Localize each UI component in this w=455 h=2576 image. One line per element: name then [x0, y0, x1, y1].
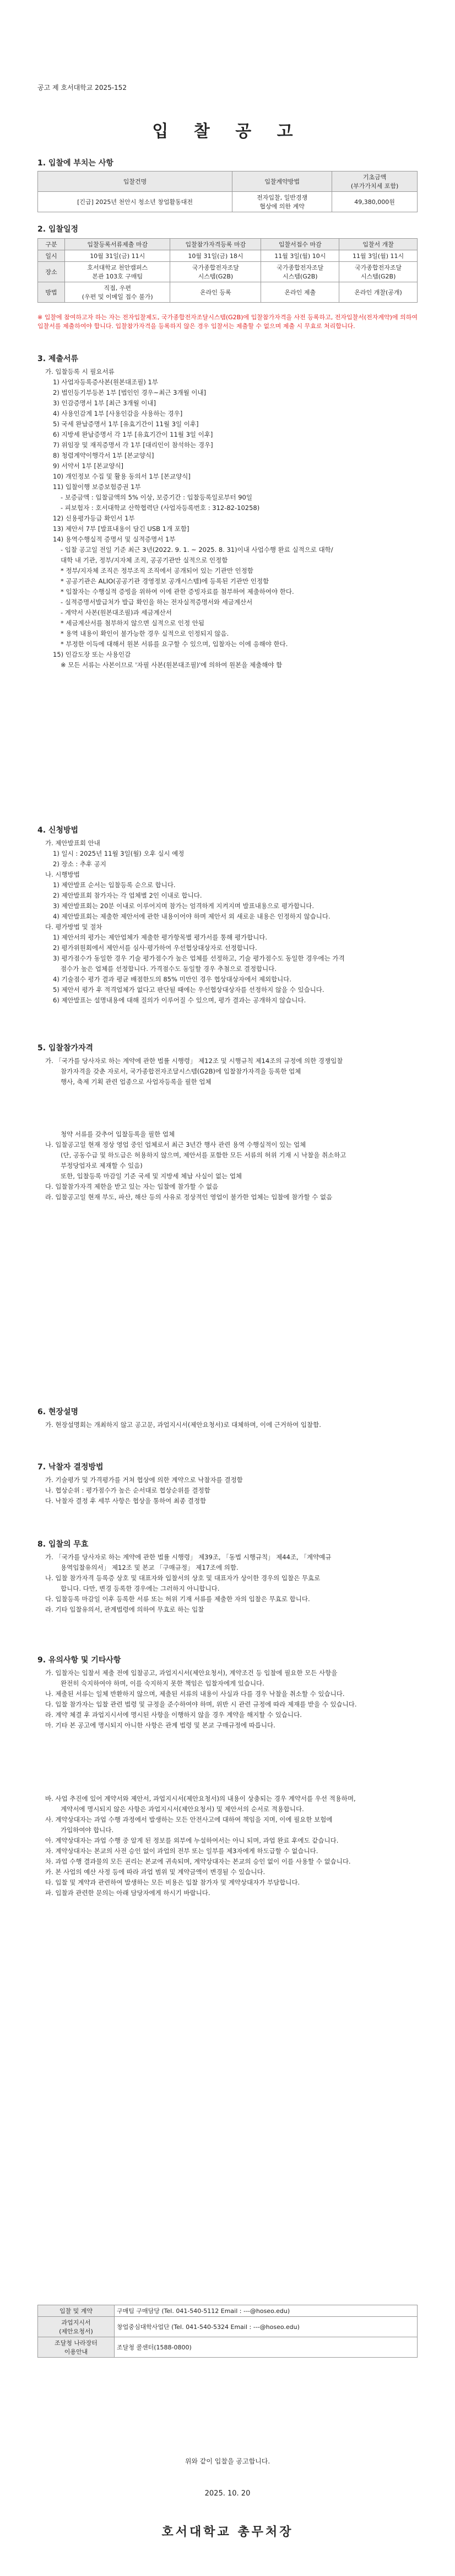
text-line: 라. 기타 입찰유의서, 관계법령에 의하여 무효로 하는 입찰 — [45, 1606, 204, 1613]
notice-date: 2025. 10. 20 — [204, 2489, 251, 2498]
text-line: 가. 기술평가 및 가격평가를 거쳐 협상에 의한 계약으로 낙찰자를 결정함 — [45, 1476, 243, 1484]
text-line: 나. 시행방법 — [45, 871, 80, 878]
text-line: 다. 낙찰자 결정 후 세부 사항은 협상을 통하여 최종 결정함 — [45, 1497, 207, 1505]
section-5-heading: 5. 입찰참가자격 — [37, 1044, 94, 1053]
text-line: 11) 입찰이행 보증보험증권 1부 — [53, 483, 141, 491]
text-line: 나. 입찰공고일 현재 정상 영업 중인 업체로서 최근 3년간 행사 관련 용역 수행실적이 있는 업체 — [45, 1141, 306, 1149]
text-line: 15) 인감도장 또는 사용인감 — [53, 651, 131, 658]
text-line: 마. 기타 본 공고에 명시되지 아니한 사항은 관계 법령 및 본교 구매규정에 따릅니다. — [45, 1721, 275, 1729]
text-line — [37, 1108, 418, 1119]
text-line: 다. 입찰등록 마감일 이후 등록한 서류 또는 허위 기재 서류를 제출한 자의 입찰은 무효로 합니다. — [45, 1595, 310, 1603]
text-line: 3) 제안발표회는 20분 이내로 이루어지며 참가는 엄격하게 지켜지며 발표내용으로 평가합니다. — [53, 902, 315, 910]
text-line: 계약서에 명시되지 않은 사항은 과업지시서(제안요청서) 및 제안서의 순서로 적용합니다. — [61, 1805, 304, 1813]
closing-statement: 위와 같이 입찰을 공고합니다. — [185, 2457, 270, 2465]
text-line: 또한, 입찰등록 마감일 기준 국세 및 지방세 체납 사실이 없는 업체 — [61, 1172, 242, 1180]
text-line — [37, 1087, 418, 1098]
bid-name-cell: [긴급] 2025년 천안시 청소년 창업활동대전 — [38, 192, 232, 212]
text-line: 8) 청렴계약이행각서 1부 [본교양식] — [53, 452, 154, 459]
text-line: 라. 입찰공고일 현재 부도, 파산, 해산 등의 사유로 정상적인 영업이 불가한 업체는 입찰에 참가할 수 없음 — [45, 1193, 333, 1201]
notes-and-misc — [37, 1668, 418, 1898]
text-line: 4) 제안발표회는 제출한 제안서에 관한 내용이어야 하며 제안서 외 새로운 내용은 인정하지 않습니다. — [53, 913, 331, 920]
text-line: 12) 신용평가등급 확인서 1부 — [53, 514, 135, 522]
text-line: 6) 제안발표는 설명내용에 대해 질의가 이루어질 수 있으며, 평가 결과는 공개하지 않습니다. — [53, 996, 306, 1004]
text-line: - 계약서 사본(원본대조필)과 세금계산서 — [61, 609, 172, 616]
text-line: 10) 개인정보 수집 및 활용 동의서 1부 [본교양식] — [53, 473, 191, 480]
text-line: 가. 입찰등록 시 필요서류 — [45, 368, 115, 375]
text-line: 점수가 높은 업체를 선정합니다. 가격점수도 동일할 경우 추첨으로 결정합니다. — [61, 965, 277, 973]
bid-invalidity — [37, 1552, 418, 1615]
text-line: 카. 본 사업의 예산 사정 등에 따라 과업 범위 및 계약금액이 변경될 수 있습니다. — [45, 1868, 266, 1876]
table-row: 방법 직접, 우편 (우편 및 이메일 접수 불가) 온라인 등록 온라인 제출 온라인 개찰(공개) — [38, 282, 418, 303]
bid-qualification — [37, 1056, 418, 1203]
text-line: 바. 사업 추진에 있어 계약서와 제안서, 과업지시서(제안요청서)의 내용이 상충되는 경우 계약서를 우선 적용하며, — [45, 1795, 356, 1802]
text-line: 차. 과업 수행 결과물의 모든 권리는 본교에 귀속되며, 계약상대자는 본교의 승인 없이 이를 사용할 수 없습니다. — [45, 1858, 351, 1865]
col-header: 입찰건명 — [38, 171, 232, 192]
schedule-note: ※ 입찰에 참여하고자 하는 자는 전자입찰제도, 국가종합전자조달시스템(G2B)에 입찰참가자격을 사전 등록하고, 전자입찰서(전자계약)에 의하여 입찰서를 제출하여야 합니다. 입찰참가자격을 등록하지 않은 경우 입찰서는 제출할 수 없으며 제출 시 무효로 처리합니다. — [37, 314, 418, 330]
col-header: 구분 — [38, 239, 65, 250]
text-line: 1) 제안서의 평가는 제안업체가 제출한 평가항목별 평가서를 통해 평가합니다. — [53, 933, 268, 941]
text-line: ※ 모든 서류는 사본이므로 '자필 사본(원본대조필)'에 의하여 원본을 제출해야 함 — [61, 661, 283, 669]
text-line: 9) 서약서 1부 [본교양식] — [53, 462, 123, 470]
text-line: 5) 제안서 평가 후 적격업체가 없다고 판단될 때에는 우선협상대상자를 선정하지 않을 수 있습니다. — [53, 986, 324, 994]
contact-table — [37, 2305, 418, 2358]
text-line: 3) 인감증명서 1부 [최근 3개월 이내] — [53, 399, 156, 407]
table-row: 장소 호서대학교 천안캠퍼스 본관 103호 구매팀 국가종합전자조달 시스템(G2B) 국가종합전자조달 시스템(G2B) 국가종합전자조달 시스템(G2B) — [38, 262, 418, 282]
text-line: 3) 평가점수가 동일한 경우 기술 평가점수가 높은 업체를 선정하고, 기술 평가점수도 동일한 경우에는 가격 — [53, 954, 345, 962]
required-documents — [37, 367, 418, 670]
text-line — [37, 1741, 418, 1752]
text-line: 나. 협상순위 : 평가점수가 높은 순서대로 협상순위를 결정함 — [45, 1486, 210, 1494]
text-line: * 정부/지자체 조직은 정부조직 조직에서 공개되어 있는 기관만 인정함 — [61, 567, 253, 575]
text-line — [37, 1783, 418, 1794]
col-header: 입찰참가자격등록 마감 — [170, 239, 261, 250]
text-line — [37, 1098, 418, 1108]
section-4-heading: 4. 신청방법 — [37, 826, 79, 835]
text-line: - 입찰 공고일 전일 기준 최근 3년(2022. 9. 1. ~ 2025. 8. 31)이내 사업수행 완료 실적으로 대학/ — [61, 546, 333, 554]
text-line: * 용역 내용이 확인이 불가능한 경우 실적으로 인정되지 않음. — [61, 630, 229, 637]
bid-method-cell: 전자입찰, 일반경쟁 협상에 의한 계약 — [232, 192, 332, 212]
text-line: 나. 입찰 참가자격 등록증 상호 및 대표자와 입찰서의 상호 및 대표자가 상이한 경우의 입찰은 무효로 — [45, 1574, 321, 1582]
text-line: * 세금계산서를 첨부하지 않으면 실적으로 인정 안됨 — [61, 619, 204, 627]
table-row: 입찰 및 계약 구매팀 구매담당 (Tel. 041-540-5112 Email : ---@hoseo.edu) — [38, 2305, 418, 2317]
text-line: 대학 내 기관, 정부/지자체 조직, 공공기관만 실적으로 인정함 — [61, 556, 228, 564]
text-line: 6) 지방세 완납증명서 각 1부 [유효기간이 11월 3일 이후] — [53, 431, 213, 438]
text-line — [37, 1752, 418, 1762]
text-line: 7) 위임장 및 재직증명서 각 1부 [대리인이 참석하는 경우] — [53, 441, 213, 449]
col-header: 기초금액 (부가가치세 포함) — [332, 171, 418, 192]
text-line — [37, 1119, 418, 1129]
text-line: (단, 공동수급 및 하도급은 허용하지 않으며, 제안서를 포함한 모든 서류의 허위 기재 시 낙찰을 취소하고 — [61, 1151, 346, 1159]
winner-selection — [37, 1475, 418, 1506]
text-line: * 입찰자는 수행실적 증빙을 위하여 이에 관한 증빙자료를 첨부하여 제출하여야 한다. — [61, 588, 294, 595]
text-line: 2) 평가위원회에서 제안서를 심사·평가하여 우선협상대상자로 선정합니다. — [53, 944, 257, 952]
text-line: 2) 제안발표회 참가자는 각 업체별 2인 이내로 합니다. — [53, 892, 202, 899]
section-2-heading: 2. 입찰일정 — [37, 225, 79, 234]
text-line: 부정당업자로 제재할 수 있음) — [61, 1162, 143, 1169]
schedule-table — [37, 238, 418, 303]
text-line: 가. 「국가를 당사자로 하는 계약에 관한 법률 시행령」 제12조 및 시행규칙 제14조의 규정에 의한 경쟁입찰 — [45, 1057, 343, 1065]
section-8-heading: 8. 입찰의 무효 — [37, 1540, 89, 1549]
text-line: 용역입찰유의서」 제12조 및 본교 「구매규정」 제17조에 의함. — [61, 1564, 239, 1571]
text-line: - 피보험자 : 호서대학교 산학협력단 (사업자등록번호 : 312-82-10258) — [61, 504, 260, 512]
text-line: 1) 제안발표 순서는 입찰등록 순으로 합니다. — [53, 881, 176, 889]
table-row: 일시 10월 31일(금) 11시 10월 31일(금) 18시 11월 3일(월) 10시 11월 3일(월) 11시 — [38, 250, 418, 262]
text-line: 라. 계약 체결 후 과업지시서에 명시된 사항을 이행하지 않을 경우 계약을 해지할 수 있습니다. — [45, 1711, 302, 1719]
text-line: 1) 사업자등록증사본(원본대조필) 1부 — [53, 378, 158, 386]
text-line: 가. 현장설명회는 개최하지 않고 공고문, 과업지시서(제안요청서)로 대체하며, 이에 근거하여 입찰함. — [45, 1421, 321, 1429]
text-line: - 실적증명서발급처가 발급 확인을 하는 전자실적증명서와 세금계산서 — [61, 598, 253, 606]
text-line: 아. 계약상대자는 과업 수행 중 알게 된 정보를 외부에 누설하여서는 아니 되며, 과업 완료 후에도 같습니다. — [45, 1837, 339, 1844]
section-3-heading: 3. 제출서류 — [37, 355, 79, 363]
text-line: 참가자격을 갖춘 자로서, 국가종합전자조달시스템(G2B)에 입찰참가자격을 등록한 업체 — [61, 1067, 301, 1075]
application-method — [37, 838, 418, 1006]
text-line: 청약 서류를 갖추어 입찰등록을 필한 업체 — [61, 1130, 175, 1138]
text-line: 2) 법인등기부등본 1부 [법인인 경우~최근 3개월 이내] — [53, 389, 207, 396]
text-line: 행사, 축제 기획 관련 업종으로 사업자등록을 필한 업체 — [61, 1078, 212, 1086]
text-line: 타. 입찰 및 계약과 관련하여 발생하는 모든 비용은 입찰 참가자 및 계약상대자가 부담합니다. — [45, 1879, 300, 1886]
text-line: 합니다. 다만, 변경 등록한 경우에는 그러하지 아니합니다. — [61, 1585, 220, 1592]
table-row: 과업지시서 (제안요청서) 창업중심대학사업단 (Tel. 041-540-5324 Email : ---@hoseo.edu) — [38, 2317, 418, 2337]
base-amount-cell: 49,380,000원 — [332, 192, 418, 212]
section-1-heading: 1. 입찰에 부치는 사항 — [37, 159, 113, 168]
col-header: 입찰서접수 마감 — [261, 239, 339, 250]
text-line — [37, 1762, 418, 1773]
text-line: 가. 제안발표회 안내 — [45, 839, 100, 847]
site-briefing — [37, 1420, 418, 1430]
text-line: 가입하여야 합니다. — [61, 1826, 114, 1834]
text-line: 2) 장소 : 추후 공지 — [53, 860, 106, 868]
text-line: 완전히 숙지하여야 하며, 이를 숙지하지 못한 책임은 입찰자에게 있습니다. — [61, 1679, 264, 1687]
text-line: 사. 계약상대자는 과업 수행 과정에서 발생하는 모든 안전사고에 대하여 책임을 지며, 이에 필요한 보험에 — [45, 1816, 333, 1823]
page-title: 입 찰 공 고 — [152, 122, 303, 141]
text-line: 다. 입찰참가자격 제한을 받고 있는 자는 입찰에 참가할 수 없음 — [45, 1183, 219, 1190]
col-header: 입찰등록서류제출 마감 — [65, 239, 170, 250]
text-line: 다. 입찰 참가자는 입찰 관련 법령 및 규정을 준수하여야 하며, 위반 시 관련 규정에 따라 제재를 받을 수 있습니다. — [45, 1700, 357, 1708]
text-line: * 공공기관은 ALIO(공공기관 경영정보 공개시스템)에 등록된 기관만 인정함 — [61, 577, 269, 585]
text-line: 파. 입찰과 관련한 문의는 아래 담당자에게 하시기 바랍니다. — [45, 1889, 210, 1897]
text-line: - 보증금액 : 입찰금액의 5% 이상, 보증기간 : 입찰등록일로부터 90일 — [61, 493, 252, 501]
text-line: * 부정한 이득에 대해서 원본 서류를 요구할 수 있으며, 입찰자는 이에 응해야 한다. — [61, 640, 288, 648]
bid-item-table — [37, 171, 418, 212]
section-6-heading: 6. 현장설명 — [37, 1408, 79, 1416]
table-row: 조달청 나라장터 이용안내 조달청 콜센터(1588-0800) — [38, 2337, 418, 2358]
notice-number: 공고 제 호서대학교 2025-152 — [37, 84, 127, 92]
text-line: 1) 일시 : 2025년 11월 3일(월) 오후 실시 예정 — [53, 850, 185, 857]
text-line: 다. 평가방법 및 절차 — [45, 923, 102, 931]
col-header: 입찰계약방법 — [232, 171, 332, 192]
text-line: 가. 입찰자는 입찰서 제출 전에 입찰공고, 과업지시서(제안요청서), 계약조건 등 입찰에 필요한 모든 사항을 — [45, 1669, 338, 1677]
text-line: 13) 제안서 7부 [발표내용이 담긴 USB 1개 포함] — [53, 525, 189, 533]
section-9-heading: 9. 유의사항 및 기타사항 — [37, 1656, 121, 1665]
text-line: 나. 제출된 서류는 일체 반환하지 않으며, 제출된 서류의 내용이 사실과 다를 경우 낙찰을 취소할 수 있습니다. — [45, 1690, 345, 1698]
col-header: 입찰서 개찰 — [339, 239, 418, 250]
text-line — [37, 1731, 418, 1741]
section-7-heading: 7. 낙찰자 결정방법 — [37, 1463, 104, 1472]
text-line: 5) 국세 완납증명서 1부 [유효기간이 11월 3일 이후] — [53, 420, 199, 428]
text-line: 자. 계약상대자는 본교의 사전 승인 없이 과업의 전부 또는 일부를 제3자에게 하도급할 수 없습니다. — [45, 1847, 318, 1855]
text-line: 가. 「국가를 당사자로 하는 계약에 관한 법률 시행령」 제39조, 「동법 시행규칙」 제44조, 「계약예규 — [45, 1553, 332, 1561]
text-line: 4) 사용인감계 1부 [사용인감을 사용하는 경우] — [53, 410, 183, 417]
issuing-organization: 호서대학교 총무처장 — [161, 2525, 294, 2539]
text-line: 4) 기술점수 평가 결과 평균 배점한도의 85% 미만인 경우 협상대상자에서 제외합니다. — [53, 975, 292, 983]
text-line: 14) 용역수행실적 증명서 및 실적증명서 1부 — [53, 535, 176, 543]
text-line — [37, 1773, 418, 1783]
